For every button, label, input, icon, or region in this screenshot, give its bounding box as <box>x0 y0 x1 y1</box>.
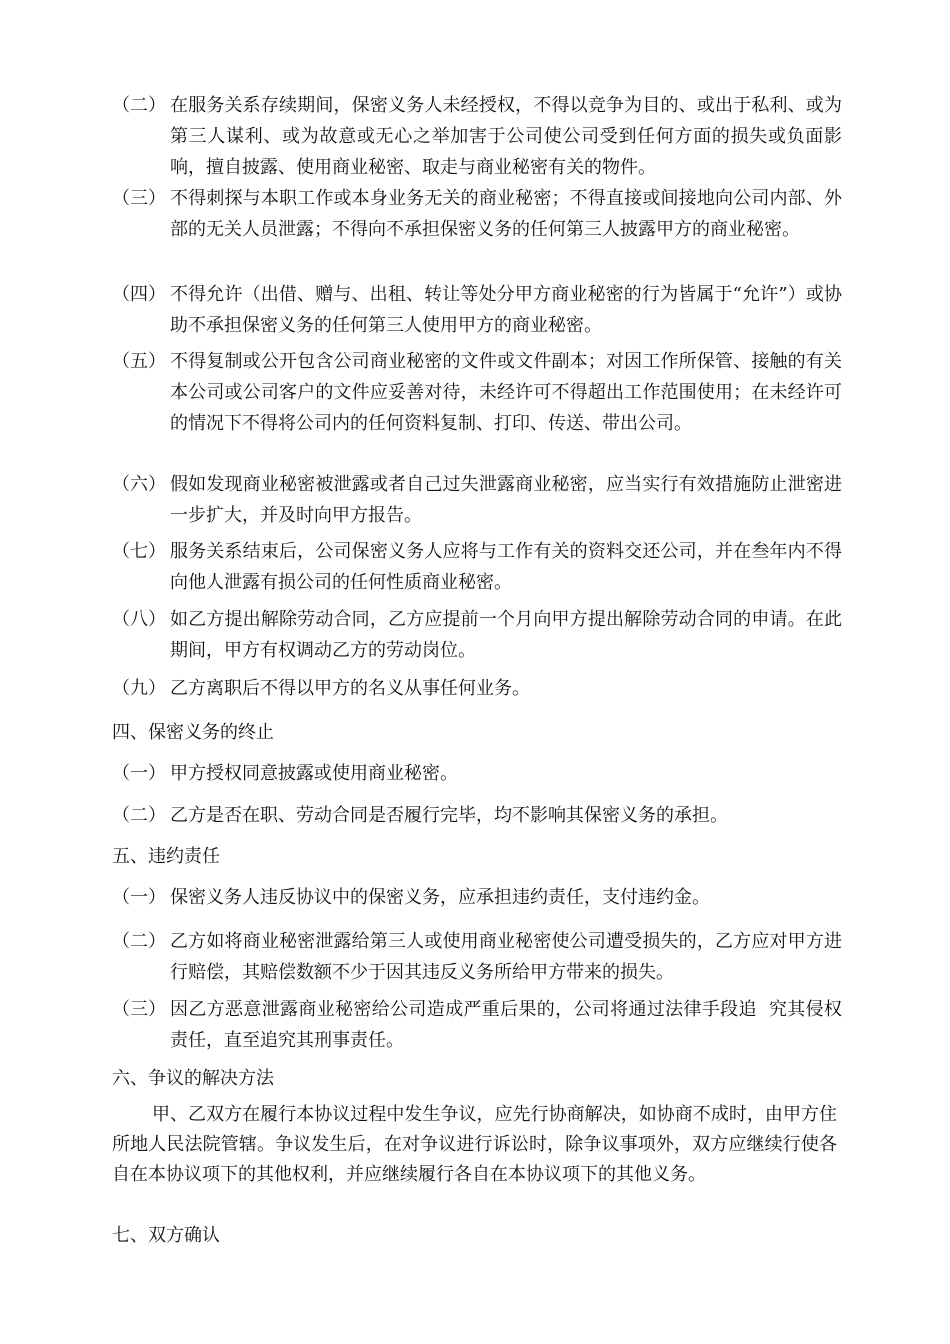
section-heading-termination: 四、保密义务的终止 <box>112 722 274 743</box>
clause-number: （一） <box>112 763 166 784</box>
clause-item-8 <box>112 604 842 666</box>
clause-text: 甲方授权同意披露或使用商业秘密。 <box>170 763 458 784</box>
clause-text: 乙方是否在职、劳动合同是否履行完毕，均不影响其保密义务的承担。 <box>170 805 728 826</box>
clause-number: （七） <box>112 541 166 562</box>
clause-text: 乙方如将商业秘密泄露给第三人或使用商业秘密使公司遭受损失的，乙方应对甲方进行赔偿，其赔偿数额不少于因其违反义务所给甲方带来的损失。 <box>170 931 842 983</box>
clause-text: 保密义务人违反协议中的保密义务，应承担违约责任，支付违约金。 <box>170 887 710 908</box>
clause-item-3 <box>112 183 842 245</box>
clause-item-9 <box>112 673 842 704</box>
liability-item-1 <box>112 882 842 913</box>
clause-item-2 <box>112 90 842 183</box>
clause-item-6 <box>112 469 842 531</box>
clause-number: （八） <box>112 609 166 630</box>
liability-item-2 <box>112 926 842 988</box>
section-heading-confirmation: 七、双方确认 <box>112 1225 220 1246</box>
clause-number: （二） <box>112 805 166 826</box>
clause-number: （五） <box>112 351 166 372</box>
clause-text: 不得允许（出借、赠与、出租、转让等处分甲方商业秘密的行为皆属于“允许”）或协助不承担保密义务的任何第三人使用甲方的商业秘密。 <box>170 284 842 336</box>
clause-text: 乙方离职后不得以甲方的名义从事任何业务。 <box>170 678 530 699</box>
clause-item-4 <box>112 279 842 341</box>
clause-text: 服务关系结束后，公司保密义务人应将与工作有关的资料交还公司，并在叁年内不得向他人泄露有损公司的任何性质商业秘密。 <box>170 541 842 593</box>
clause-number: （三） <box>112 188 166 209</box>
clause-number: （四） <box>112 284 166 305</box>
clause-text: 假如发现商业秘密被泄露或者自己过失泄露商业秘密，应当实行有效措施防止泄密进一步扩大，并及时向甲方报告。 <box>170 474 842 526</box>
clause-number: （一） <box>112 887 166 908</box>
clause-text: 不得复制或公开包含公司商业秘密的文件或文件副本；对因工作所保管、接触的有关本公司或公司客户的文件应妥善对待，未经许可不得超出工作范围使用；在未经许可的情况下不得将公司内的任何资料复制、打印、传送、带出公司。 <box>170 351 842 434</box>
clause-text: 在服务关系存续期间，保密义务人未经授权，不得以竞争为目的、或出于私利、或为第三人谋利、或为故意或无心之举加害于公司使公司受到任何方面的损失或负面影响，擅自披露、使用商业秘密、取走与商业秘密有关的物件。 <box>170 95 842 178</box>
clause-number: （六） <box>112 474 166 495</box>
clause-item-7 <box>112 536 842 598</box>
liability-item-3 <box>112 994 842 1056</box>
section-heading-dispute: 六、争议的解决方法 <box>112 1068 274 1089</box>
clause-text: 不得刺探与本职工作或本身业务无关的商业秘密；不得直接或间接地向公司内部、外部的无关人员泄露；不得向不承担保密义务的任何第三人披露甲方的商业秘密。 <box>170 188 842 240</box>
clause-number: （二） <box>112 931 166 952</box>
clause-item-5 <box>112 346 842 439</box>
clause-number: （二） <box>112 95 166 116</box>
dispute-paragraph: 甲、乙双方在履行本协议过程中发生争议，应先行协商解决，如协商不成时，由甲方住所地人民法院管辖。争议发生后，在对争议进行诉讼时，除争议事项外，双方应继续行使各自在本协议项下的其他权利，并应继续履行各自在本协议项下的其他义务。 <box>112 1104 837 1185</box>
termination-item-2 <box>112 800 842 831</box>
section-heading-liability: 五、违约责任 <box>112 846 220 867</box>
clause-text: 如乙方提出解除劳动合同，乙方应提前一个月向甲方提出解除劳动合同的申请。在此期间，甲方有权调动乙方的劳动岗位。 <box>170 609 842 661</box>
termination-item-1 <box>112 758 842 789</box>
clause-number: （三） <box>112 999 166 1020</box>
clause-number: （九） <box>112 678 166 699</box>
clause-text: 因乙方恶意泄露商业秘密给公司造成严重后果的，公司将通过法律手段追 究其侵权责任，直至追究其刑事责任。 <box>170 999 842 1051</box>
